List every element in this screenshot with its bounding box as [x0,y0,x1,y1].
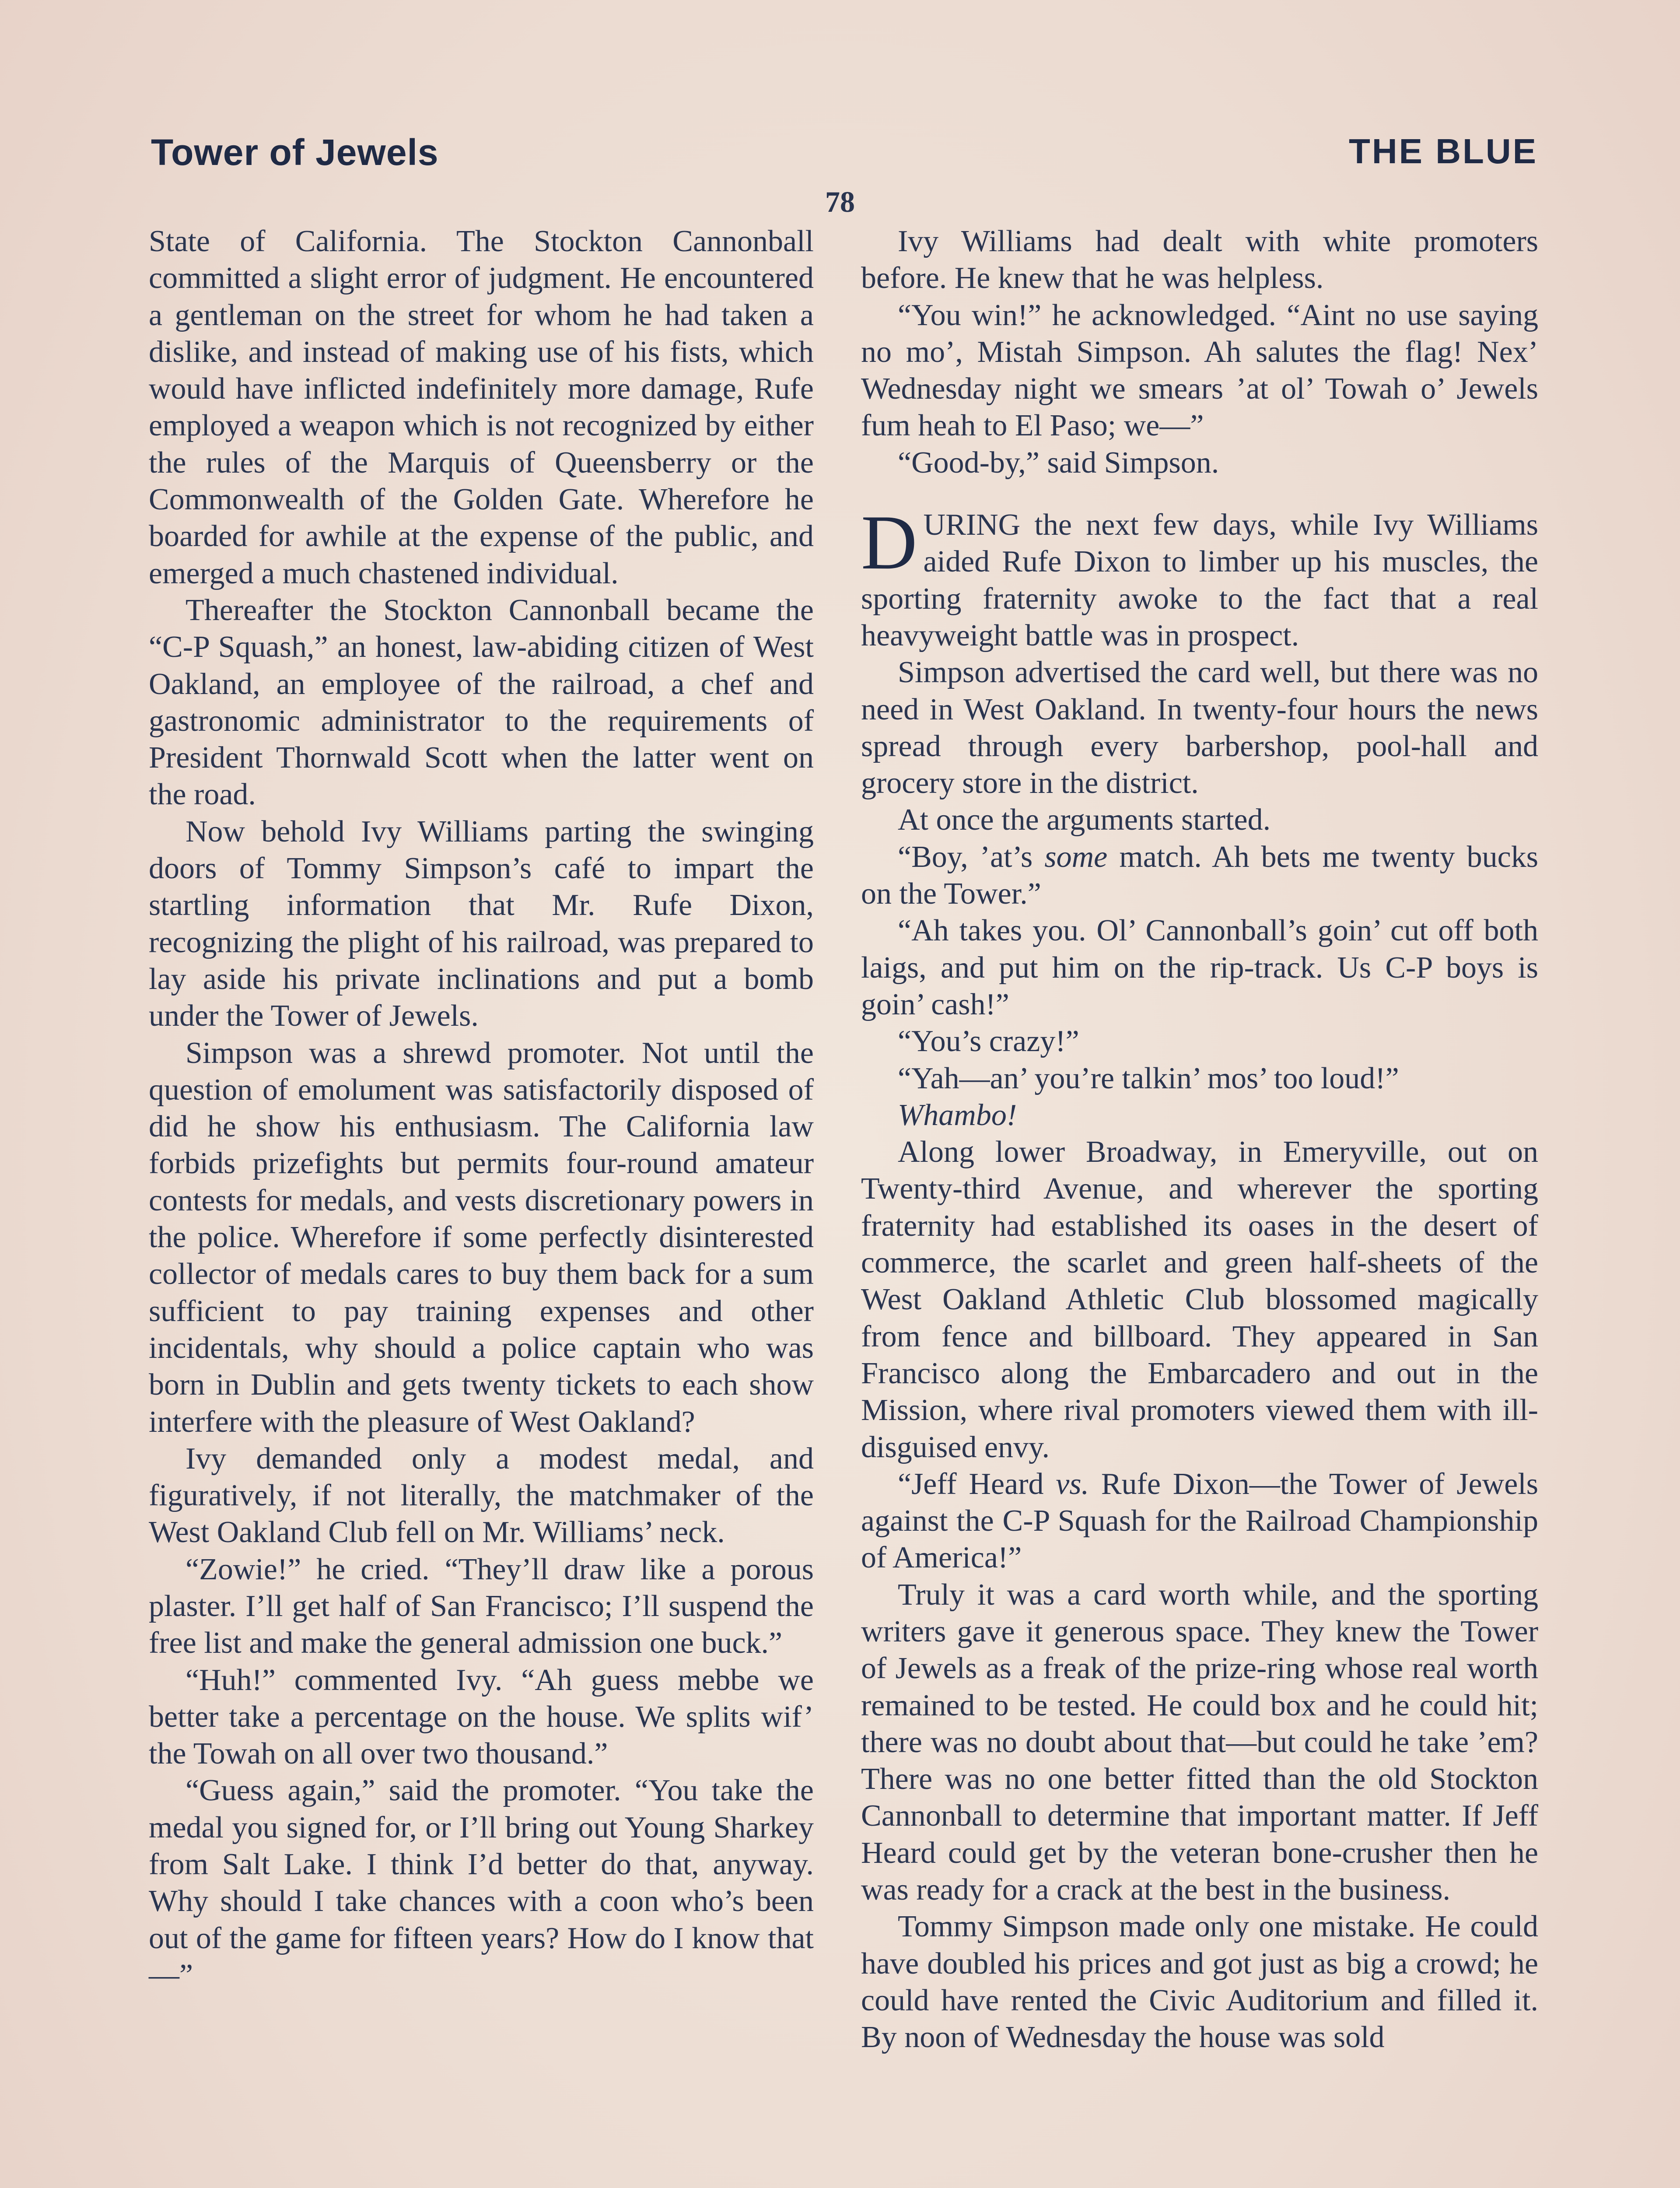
right-column [861,223,1538,2056]
emphasis: vs. [1056,1467,1089,1501]
running-head [151,131,1538,184]
paragraph: “Ah takes you. Ol’ Cannonball’s goin’ cut off both laigs, and put him on the rip-track. Us C-P boys is goin’ cash!” [861,914,1538,1021]
story-title: Tower of Jewels [151,132,439,173]
paragraph: “You’s crazy!” [898,1024,1079,1059]
paragraph: “Good-by,” said Simpson. [898,445,1219,480]
paragraph-text: Rufe Dixon—the Tower of Jewels against the C-P Squash for the Railroad Championship of America!” [861,1467,1538,1575]
paragraph-text: URING the next few days, while Ivy Williams aided Rufe Dixon to limber up his muscles, the sporting fraternity awoke to the fact that a real heavyweight battle was in prospect. [861,508,1538,652]
emphasis: some [1044,840,1108,874]
paragraph: State of California. The Stockton Cannonball committed a slight error of judgment. He encountered a gentleman on the street for whom he had taken a dislike, and instead of making use of his fists, which would have inflicted indefinitely more damage, Rufe employed a weapon which is not recognized by either the rules of the Marquis of Queensberry or the Commonwealth of the Golden Gate. Wherefore he boarded for awhile at the expense of the public, and emerged a much chastened individual. [149,224,814,590]
paragraph: Truly it was a card worth while, and the sporting writers gave it generous space. They knew the Tower of Jewels as a freak of the prize-ring whose real worth remained to be tested. He could box and he could hit; there was no doubt about that—but could he take ’em? There was no one better fitted than the old Stockton Cannonball to determine that important matter. If Jeff Heard could get by the veteran bone-crusher then he was ready for a crack at the best in the business. [861,1578,1538,1907]
paragraph: At once the arguments started. [898,803,1271,837]
paragraph [861,1097,1538,1134]
paragraph: “Zowie!” he cried. “They’ll draw like a porous plaster. I’ll get half of San Francisco; I’ll suspend the free list and make the general admission one buck.” [149,1552,814,1660]
paragraph [861,1466,1538,1577]
paragraph [861,839,1538,913]
section-opening-paragraph [861,499,1538,654]
magazine-title: THE BLUE [1349,132,1538,171]
paragraph-text: match. Ah bets me twenty bucks on the Tower.” [861,840,1538,911]
paragraph: Now behold Ivy Williams parting the swinging doors of Tommy Simpson’s café to impart the startling information that Mr. Rufe Dixon, recognizing the plight of his railroad, was prepared to lay aside his private inclinations and put a bomb under the Tower of Jewels. [149,814,814,1033]
paragraph: “Huh!” commented Ivy. “Ah guess mebbe we better take a percentage on the house. We splits wif’ the Towah on all over two thousand.” [149,1663,814,1771]
paragraph: Simpson was a shrewd promoter. Not until the question of emolument was satisfactorily disposed of did he show his enthusiasm. The California law forbids prizefights but permits four-round amateur contests for medals, and vests discretionary powers in the police. Wherefore if some perfectly disinterested collector of medals cares to buy them back for a sum sufficient to pay training expenses and other incidentals, why should a police captain who was born in Dublin and gets twenty tickets to each show interfere with the pleasure of West Oakland? [149,1036,814,1439]
paragraph-text: “Jeff Heard [898,1467,1056,1501]
paragraph: Thereafter the Stockton Cannonball became the “C-P Squash,” an honest, law-abiding citizen of West Oakland, an employee of the railroad, a chef and gastronomic administrator to the requirements of President Thornwald Scott when the latter went on the road. [149,593,814,812]
drop-cap: D [861,499,917,586]
paragraph-text: “Boy, ’at’s [898,840,1045,874]
paragraph: Ivy demanded only a modest medal, and figuratively, if not literally, the matchmaker of the West Oakland Club fell on Mr. Williams’ neck. [149,1441,814,1550]
paragraph: Along lower Broadway, in Emeryville, out on Twenty-third Avenue, and wherever the sporting fraternity had established its oases in the desert of commerce, the scarlet and green half-sheets of the West Oakland Athletic Club blossomed magically from fence and billboard. They appeared in San Francisco along the Embarcadero and out in the Mission, where rival promoters viewed them with ill-disguised envy. [861,1135,1538,1464]
paragraph: “You win!” he acknowledged. “Aint no use saying no mo’, Mistah Simpson. Ah salutes the flag! Nex’ Wednesday night we smears ’at ol’ Towah o’ Jewels fum heah to El Paso; we—” [861,298,1538,443]
left-column [149,223,814,1994]
paragraph: “Yah—an’ you’re talkin’ mos’ too loud!” [898,1061,1399,1095]
paragraph: “Guess again,” said the promoter. “You take the medal you signed for, or I’ll bring out Young Sharkey from Salt Lake. I think I’d better do that, anyway. Why should I take chances with a coon who’s been out of the game for fifteen years? How do I know that—” [149,1774,814,1992]
page-number: 78 [825,185,855,218]
paragraph: Simpson advertised the card well, but there was no need in West Oakland. In twenty-four hours the news spread through every barbershop, pool-hall and grocery store in the district. [861,656,1538,800]
paragraph: Tommy Simpson made only one mistake. He could have doubled his prices and got just as big a crowd; he could have rented the Civic Auditorium and filled it. By noon of Wednesday the house was sold [861,1910,1538,2055]
emphasis: Whambo! [898,1098,1017,1132]
paragraph: Ivy Williams had dealt with white promoters before. He knew that he was helpless. [861,224,1538,295]
